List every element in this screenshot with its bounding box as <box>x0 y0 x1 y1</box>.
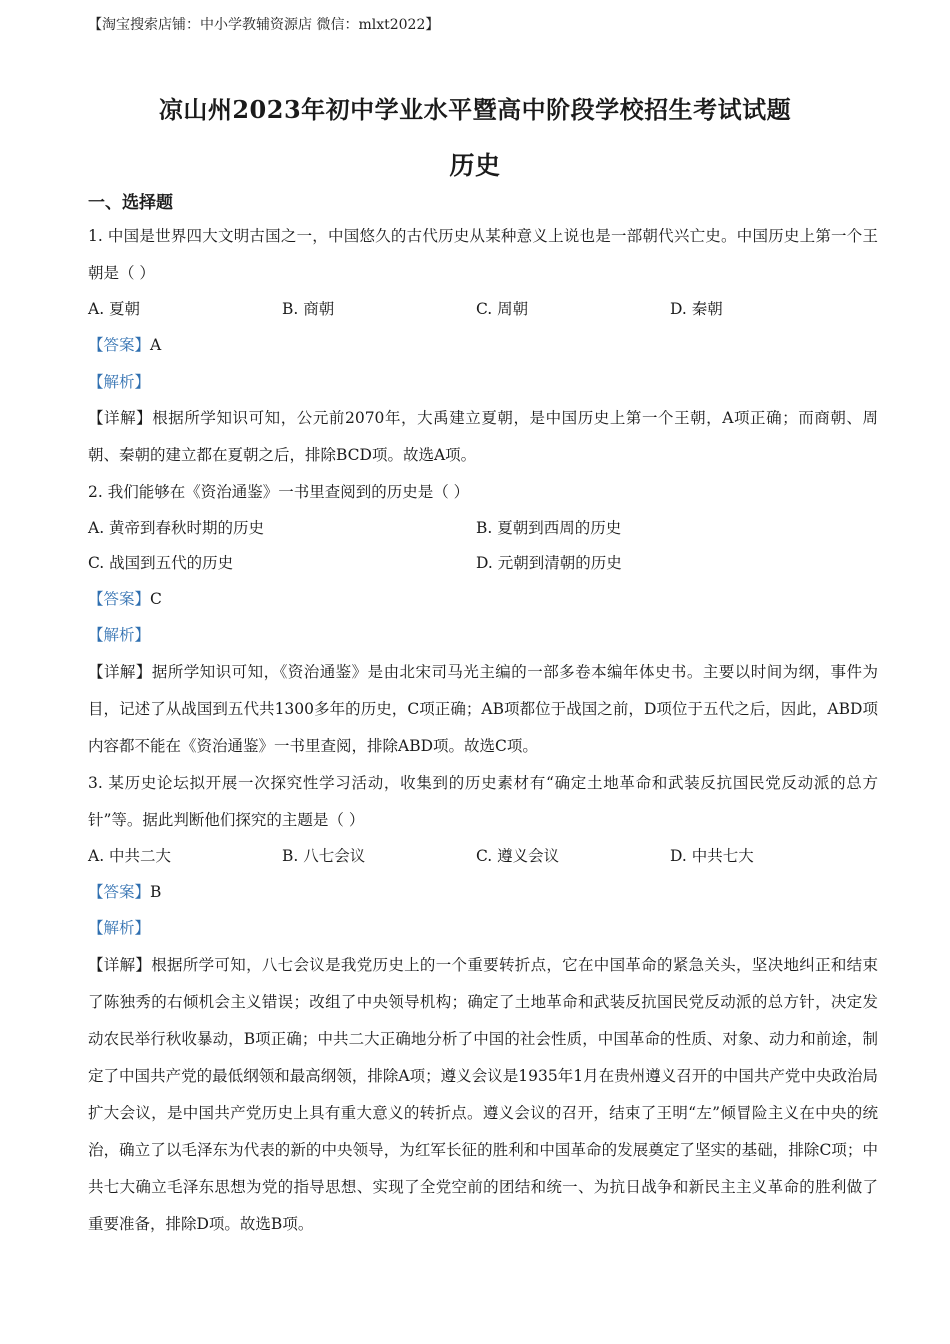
question-2-options-row-2 <box>88 546 878 581</box>
question-1-stem: 1. 中国是世界四大文明古国之一，中国悠久的古代历史从某种意义上说也是一部朝代兴亡史。中国历史上第一个王朝是（ ） <box>88 227 878 282</box>
answer-label: 【答案】 <box>88 336 151 354</box>
detail-text: 根据所学可知，八七会议是我党历史上的一个重要转折点，它在中国革命的紧急关头，坚决地纠正和结束了陈独秀的右倾机会主义错误；改组了中央领导机构；确定了土地革命和武装反抗国民党反动派的总方针，决定发动农民举行秋收暴动，B项正确；中共二大正确地分析了中国的社会性质，中国革命的性质、对象、动力和前途，制定了中国共产党的最低纲领和最高纲领，排除A项；遵义会议是1935年1月在贵州遵义召开的中国共产党中央政治局扩大会议，是中国共产党历史上具有重大意义的转折点。遵义会议的召开，结束了王明“左”倾冒险主义在中央的统治，确立了以毛泽东为代表的新的中央领导，为红军长征的胜利和中国革命的发展奠定了坚实的基础，排除C项；中共七大确立毛泽东思想为党的指导思想、实现了全党空前的团结和统一、为抗日战争和新民主主义革命的胜利做了重要准备，排除D项。故选B项。 <box>88 955 878 1233</box>
answer-label: 【答案】 <box>88 882 151 901</box>
option-a: A. 夏朝 <box>88 300 141 318</box>
question-3-detail <box>88 947 878 1243</box>
analysis-label: 【解析】 <box>88 626 151 644</box>
question-2-stem: 2. 我们能够在《资治通鉴》一书里查阅到的历史是（ ） <box>88 483 470 501</box>
question-1-detail <box>88 400 878 474</box>
exam-subject: 历史 <box>449 151 501 180</box>
option-d: D. 秦朝 <box>670 300 723 318</box>
option-a: A. 中共二大 <box>88 846 172 865</box>
answer-label: 【答案】 <box>88 589 151 608</box>
question-2-detail <box>88 654 878 765</box>
detail-label: 【详解】 <box>88 955 152 974</box>
question-1 <box>88 218 878 474</box>
answer-value: B <box>150 882 162 901</box>
question-3-answer <box>88 874 878 911</box>
detail-text: 据所学知识可知，《资治通鉴》是由北宋司马光主编的一部多卷本编年体史书。主要以时间为纲，事件为目，记述了从战国到五代共1300多年的历史，C项正确；AB项都位于战国之前，D项位于五代之后，因此，ABD项内容都不能在《资治通鉴》一书里查阅，排除ABD项。故选C项。 <box>88 662 878 755</box>
analysis-label: 【解析】 <box>88 919 151 937</box>
exam-title: 凉山州2023年初中学业水平暨高中阶段学校招生考试试题 <box>158 95 792 124</box>
section-heading: 一、选择题 <box>88 193 173 213</box>
question-2-options-row-1 <box>88 511 878 546</box>
question-3-options <box>88 839 878 874</box>
option-b: B. 商朝 <box>282 300 335 318</box>
option-b: B. 八七会议 <box>282 846 366 865</box>
question-3-analysis <box>88 910 878 947</box>
question-2-analysis <box>88 617 878 654</box>
question-3 <box>88 765 878 1243</box>
detail-label: 【详解】 <box>88 662 152 681</box>
question-1-analysis <box>88 364 878 401</box>
question-3-stem: 3. 某历史论坛拟开展一次探究性学习活动，收集到的历史素材有“确定土地革命和武装反抗国民党反动派的总方针”等。据此判断他们探究的主题是（ ） <box>88 773 878 829</box>
answer-value: A <box>150 336 162 354</box>
option-d: D. 中共七大 <box>670 846 754 865</box>
question-1-options <box>88 292 878 327</box>
option-c: C. 周朝 <box>476 300 529 318</box>
exam-content <box>88 190 878 1243</box>
header-note: 【淘宝搜索店铺：中小学教辅资源店 微信：mlxt2022】 <box>88 17 440 33</box>
question-2-answer <box>88 581 878 618</box>
option-a: A. 黄帝到春秋时期的历史 <box>88 518 265 537</box>
option-b: B. 夏朝到西周的历史 <box>476 518 622 537</box>
detail-label: 【详解】 <box>88 409 153 427</box>
analysis-label: 【解析】 <box>88 372 151 391</box>
option-d: D. 元朝到清朝的历史 <box>476 553 622 572</box>
detail-text: 根据所学知识可知，公元前2070年，大禹建立夏朝，是中国历史上第一个王朝，A项正确；而商朝、周朝、秦朝的建立都在夏朝之后，排除BCD项。故选A项。 <box>88 409 878 464</box>
answer-value: C <box>150 589 162 608</box>
option-c: C. 遵义会议 <box>476 846 560 865</box>
option-c: C. 战国到五代的历史 <box>88 553 234 572</box>
question-1-answer <box>88 327 878 364</box>
question-2 <box>88 474 878 765</box>
